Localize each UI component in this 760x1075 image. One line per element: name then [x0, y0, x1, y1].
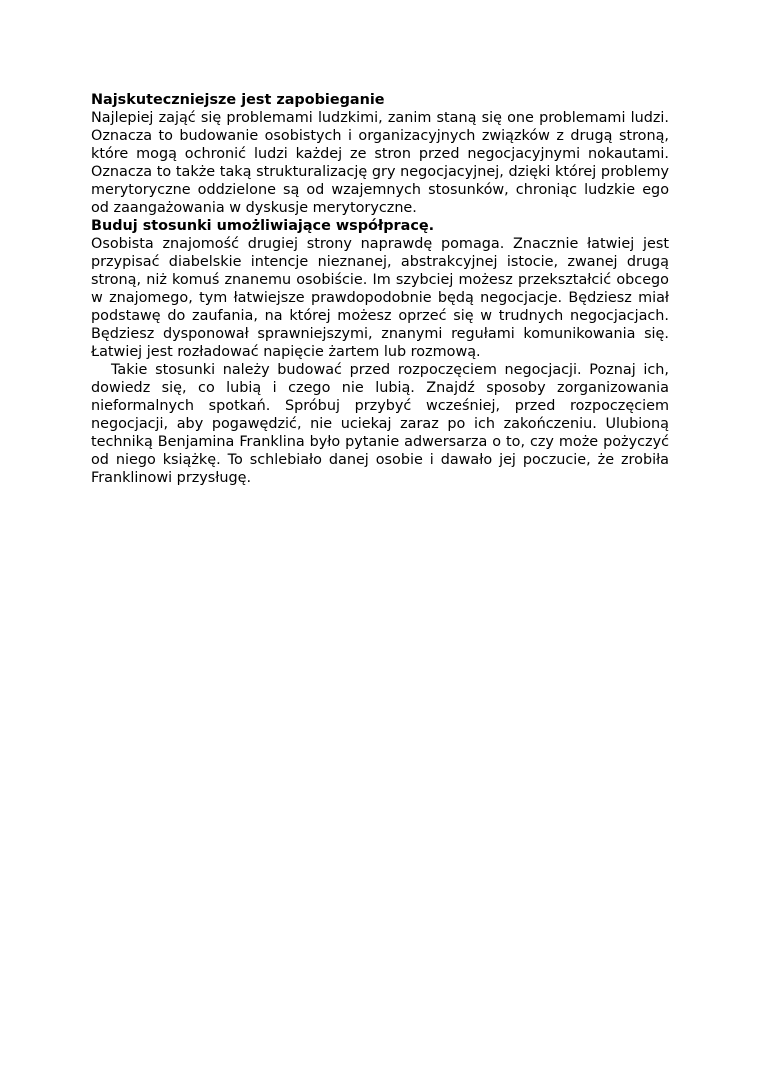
section-heading-relationships: Buduj stosunki umożliwiające współpracę.	[91, 218, 435, 234]
paragraph-acquaintance: Osobista znajomość drugiej strony naprawdę pomaga. Znacznie łatwiej jest przypisać diabelskie intencje nieznanej, abstrakcyjnej istocie, zwanej drugą stroną, niż komuś znanemu osobiście. Im szybciej możesz przekształcić obcego w znajomego, tym łatwiejsze prawdopodobnie będą negocjacje. Będziesz miał podstawę do zaufania, na której możesz oprzeć się w trudnych negocjacjach. Będziesz dysponował sprawniejszymi, znanymi regułami komunikowania się. Łatwiej jest rozładować napięcie żartem lub rozmową.	[91, 236, 669, 360]
paragraph-prevention: Najlepiej zająć się problemami ludzkimi, zanim staną się one problemami ludzi. Oznacza to budowanie osobistych i organizacyjnych związków z drugą stroną, które mogą ochronić ludzi każdej ze stron przed negocjacyjnymi nokautami. Oznacza to także taką strukturalizację gry negocjacyjnej, dzięki której problemy merytoryczne oddzielone są od wzajemnych stosunków, chroniąc ludzkie ego od zaangażowania w dyskusje merytoryczne.	[91, 110, 669, 216]
document-body	[91, 91, 669, 487]
section-heading-prevention: Najskuteczniejsze jest zapobieganie	[91, 92, 385, 108]
paragraph-building-relations: Takie stosunki należy budować przed rozpoczęciem negocjacji. Poznaj ich, dowiedz się, co lubią i czego nie lubią. Znajdź sposoby zorganizowania nieformalnych spotkań. Spróbuj przybyć wcześniej, przed rozpoczęciem negocjacji, aby pogawędzić, nie uciekaj zaraz po ich zakończeniu. Ulubioną techniką Benjamina Franklina było pytanie adwersarza o to, czy może pożyczyć od niego książkę. To schlebiało danej osobie i dawało jej poczucie, że zrobiła Franklinowi przysługę.	[91, 362, 669, 486]
